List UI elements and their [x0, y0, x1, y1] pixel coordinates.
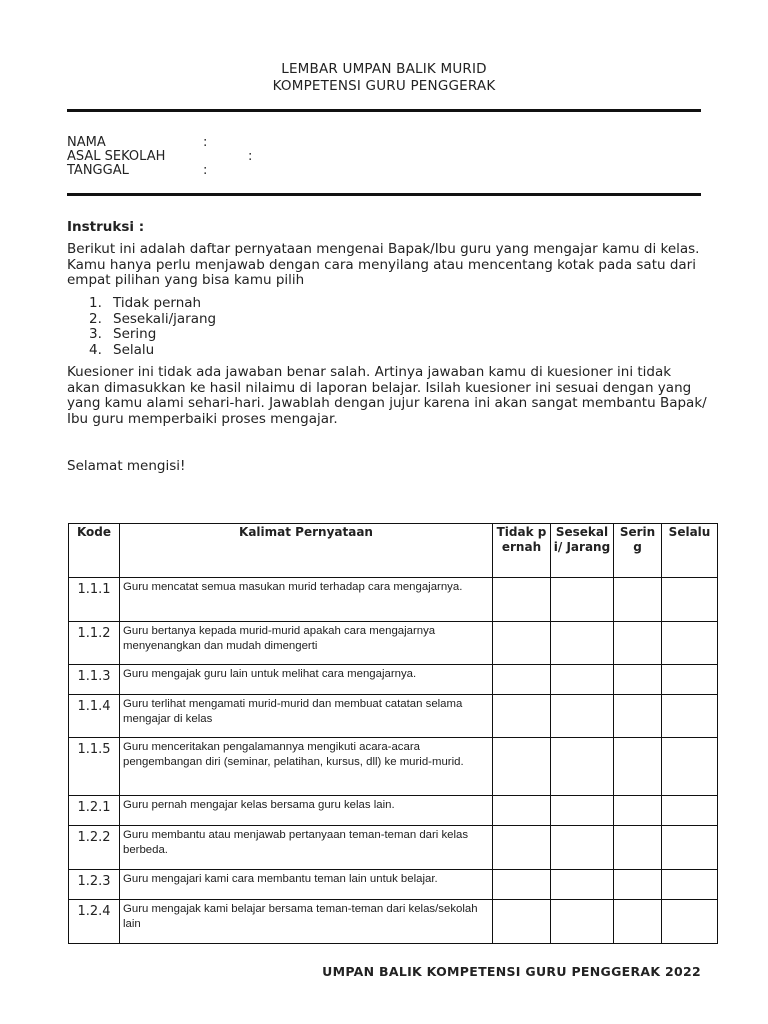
row-statement: Guru bertanya kepada murid-murid apakah cara mengajarnya menyenangkan dan mudah dimengerti: [120, 622, 493, 665]
table-row: [69, 900, 718, 944]
checkbox-selalu[interactable]: [662, 695, 718, 738]
row-statement: Guru menceritakan pengalamannya mengikuti acara-acara pengembangan diri (seminar, pelatihan, kursus, dll) ke murid-murid.: [120, 738, 493, 796]
checkbox-sesekali[interactable]: [551, 796, 614, 826]
table-row: [69, 826, 718, 870]
disclaimer-paragraph: Kuesioner ini tidak ada jawaban benar salah. Artinya jawaban kamu di kuesioner ini tidak akan dimasukkan ke hasil nilaimu di laporan belajar. Isilah kuesioner ini sesuai dengan yang yang kamu alami sehari-hari. Jawablah dengan jujur karena ini akan sangat membantu Bapak/ Ibu guru memperbaiki proses mengajar.: [67, 364, 707, 427]
checkbox-sering[interactable]: [614, 826, 662, 870]
row-code: 1.2.4: [69, 900, 120, 944]
row-statement: Guru mengajak guru lain untuk melihat cara mengajarnya.: [120, 665, 493, 695]
checkbox-sesekali[interactable]: [551, 870, 614, 900]
checkbox-tidak-pernah[interactable]: [493, 796, 551, 826]
answer-option: 2. Sesekali/jarang: [89, 310, 217, 327]
row-code: 1.1.1: [69, 578, 120, 622]
instructions-paragraph: Berikut ini adalah daftar pernyataan mengenai Bapak/Ibu guru yang mengajar kamu di kelas. Kamu hanya perlu menjawab dengan cara menyilang atau mencentang kotak pada satu dari empat pilihan yang bisa kamu pilih: [67, 241, 700, 289]
asal-sekolah-label: ASAL SEKOLAH: [67, 149, 166, 164]
checkbox-selalu[interactable]: [662, 665, 718, 695]
header-tidak-pernah: Tidak pernah: [493, 524, 551, 578]
table-row: [69, 578, 718, 622]
checkbox-selalu[interactable]: [662, 796, 718, 826]
asal-sekolah-colon: :: [248, 149, 253, 164]
bottom-divider: [67, 193, 701, 196]
checkbox-sering[interactable]: [614, 665, 662, 695]
table-header-row: [69, 524, 718, 578]
checkbox-tidak-pernah[interactable]: [493, 622, 551, 665]
checkbox-sesekali[interactable]: [551, 826, 614, 870]
row-code: 1.2.1: [69, 796, 120, 826]
table-row: [69, 870, 718, 900]
checkbox-sesekali[interactable]: [551, 738, 614, 796]
row-code: 1.2.2: [69, 826, 120, 870]
tanggal-colon: :: [203, 163, 208, 178]
row-code: 1.1.5: [69, 738, 120, 796]
checkbox-selalu[interactable]: [662, 622, 718, 665]
answer-option: 4. Selalu: [89, 341, 155, 358]
table-row: [69, 738, 718, 796]
feedback-table: [68, 523, 718, 944]
row-code: 1.2.3: [69, 870, 120, 900]
checkbox-selalu[interactable]: [662, 870, 718, 900]
checkbox-tidak-pernah[interactable]: [493, 738, 551, 796]
document-title: LEMBAR UMPAN BALIK MURID: [281, 61, 487, 77]
header-sesekali: Sesekali/ Jarang: [551, 524, 614, 578]
row-statement: Guru mengajak kami belajar bersama teman-teman dari kelas/sekolah lain: [120, 900, 493, 944]
row-code: 1.1.3: [69, 665, 120, 695]
checkbox-sering[interactable]: [614, 870, 662, 900]
row-statement: Guru membantu atau menjawab pertanyaan teman-teman dari kelas berbeda.: [120, 826, 493, 870]
row-code: 1.1.4: [69, 695, 120, 738]
checkbox-sering[interactable]: [614, 578, 662, 622]
checkbox-selalu[interactable]: [662, 578, 718, 622]
checkbox-sering[interactable]: [614, 900, 662, 944]
checkbox-selalu[interactable]: [662, 738, 718, 796]
row-code: 1.1.2: [69, 622, 120, 665]
document-subtitle: KOMPETENSI GURU PENGGERAK: [272, 78, 496, 94]
checkbox-sesekali[interactable]: [551, 665, 614, 695]
checkbox-selalu[interactable]: [662, 900, 718, 944]
checkbox-sesekali[interactable]: [551, 622, 614, 665]
table-row: [69, 695, 718, 738]
checkbox-tidak-pernah[interactable]: [493, 695, 551, 738]
checkbox-tidak-pernah[interactable]: [493, 900, 551, 944]
row-statement: Guru pernah mengajar kelas bersama guru kelas lain.: [120, 796, 493, 826]
checkbox-sesekali[interactable]: [551, 900, 614, 944]
header-kalimat-pernyataan: Kalimat Pernyataan: [120, 524, 493, 578]
checkbox-tidak-pernah[interactable]: [493, 870, 551, 900]
checkbox-tidak-pernah[interactable]: [493, 826, 551, 870]
checkbox-sesekali[interactable]: [551, 695, 614, 738]
header-selalu: Selalu: [662, 524, 718, 578]
checkbox-sering[interactable]: [614, 738, 662, 796]
checkbox-tidak-pernah[interactable]: [493, 578, 551, 622]
checkbox-selalu[interactable]: [662, 826, 718, 870]
row-statement: Guru mengajari kami cara membantu teman lain untuk belajar.: [120, 870, 493, 900]
header-kode: Kode: [69, 524, 120, 578]
answer-option: 3. Sering: [89, 326, 157, 343]
closing-text: Selamat mengisi!: [67, 458, 186, 474]
header-sering: Sering: [614, 524, 662, 578]
answer-option: 1. Tidak pernah: [89, 295, 202, 311]
checkbox-sering[interactable]: [614, 622, 662, 665]
tanggal-label: TANGGAL: [67, 163, 129, 178]
answer-options-list: [67, 296, 216, 358]
row-statement: Guru mencatat semua masukan murid terhadap cara mengajarnya.: [120, 578, 493, 622]
checkbox-tidak-pernah[interactable]: [493, 665, 551, 695]
table-row: [69, 796, 718, 826]
top-divider: [67, 109, 701, 112]
checkbox-sesekali[interactable]: [551, 578, 614, 622]
table-row: [69, 622, 718, 665]
checkbox-sering[interactable]: [614, 695, 662, 738]
row-statement: Guru terlihat mengamati murid-murid dan membuat catatan selama mengajar di kelas: [120, 695, 493, 738]
nama-colon: :: [203, 135, 208, 150]
nama-label: NAMA: [67, 135, 106, 150]
table-row: [69, 665, 718, 695]
checkbox-sering[interactable]: [614, 796, 662, 826]
page-footer: UMPAN BALIK KOMPETENSI GURU PENGGERAK 2022: [322, 964, 701, 979]
instructions-heading: Instruksi :: [67, 219, 145, 235]
